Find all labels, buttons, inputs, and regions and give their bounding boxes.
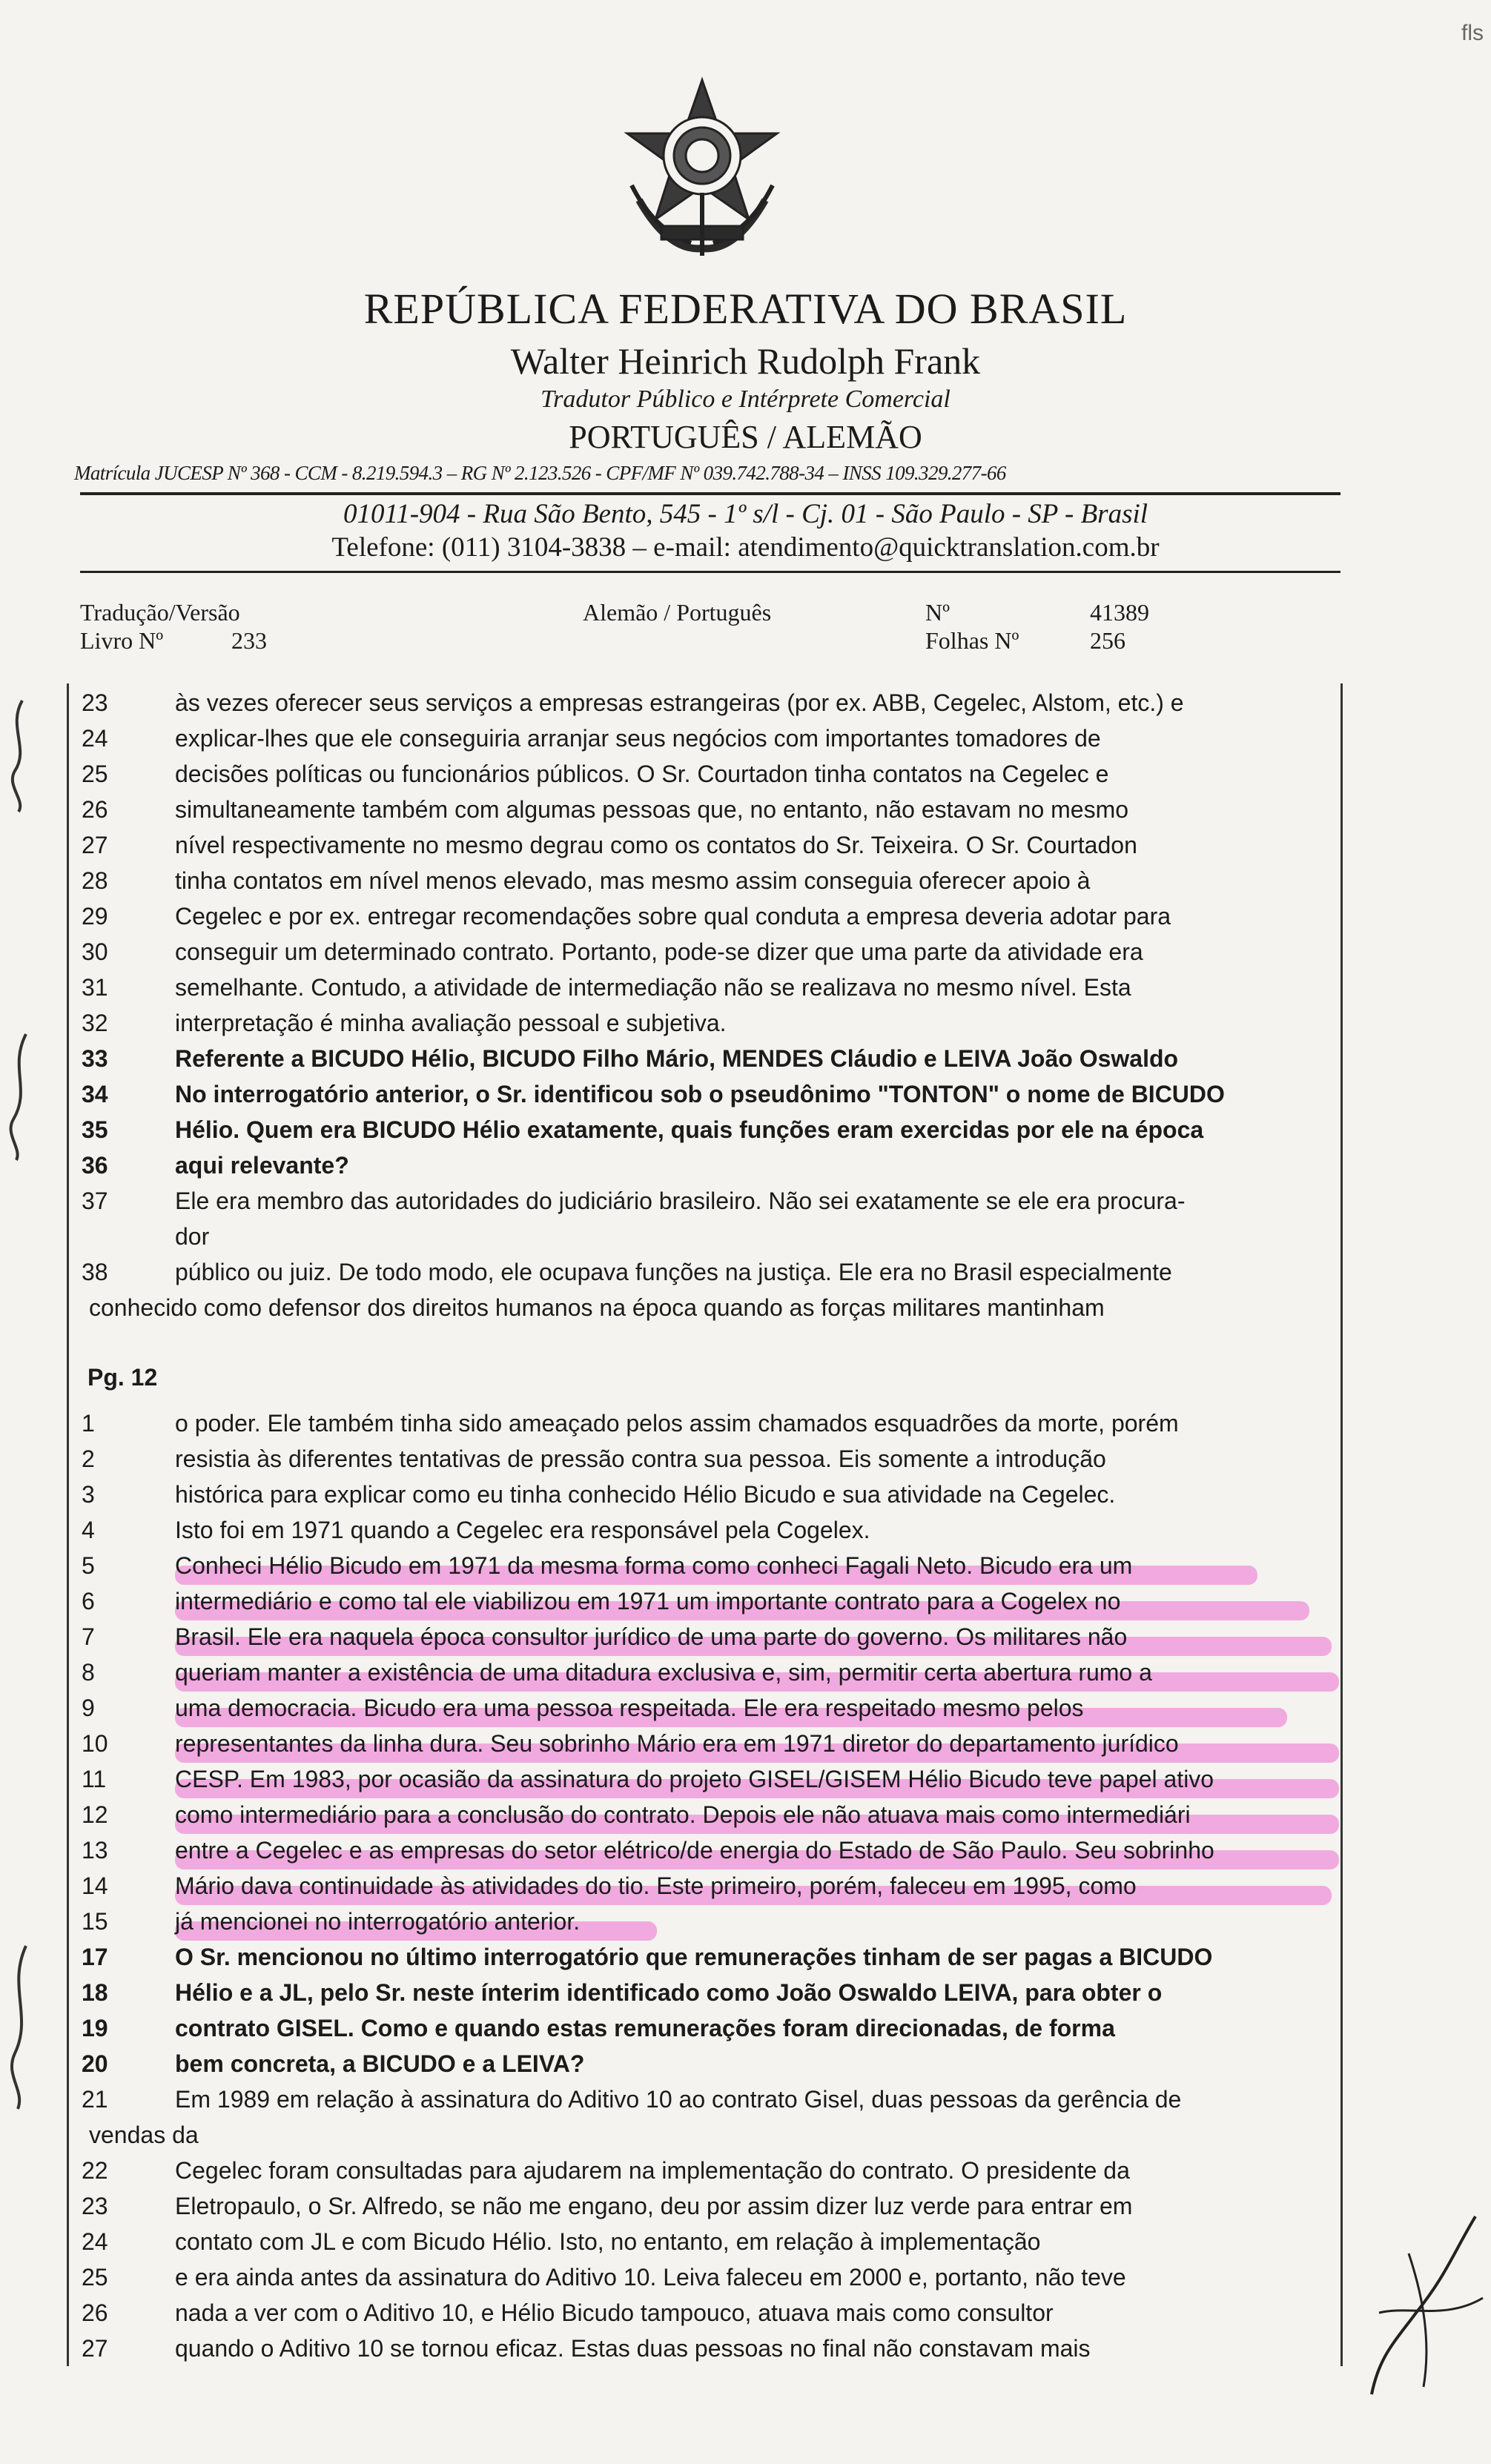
address-line: 01011-904 - Rua São Bento, 545 - 1º s/l - Cj. 01 - São Paulo - SP - Brasil — [343, 499, 1148, 529]
book-value: 233 — [231, 627, 267, 654]
number-value: 41389 — [1090, 599, 1149, 626]
translator-name: Walter Heinrich Rudolph Frank — [510, 340, 981, 382]
number-label: Nº — [925, 599, 951, 626]
registration-line: Matrícula JUCESP Nº 368 - CCM - 8.219.594.3 – RG Nº 2.123.526 - CPF/MF Nº 039.742.788-34 – INSS 109.329.277-66 — [74, 462, 1006, 484]
corner-mark: fls — [1461, 21, 1484, 45]
signature-mark-icon — [1364, 2209, 1491, 2402]
header-divider — [80, 492, 1340, 495]
republic-title: REPÚBLICA FEDERATIVA DO BRASIL — [363, 285, 1128, 333]
language-pair-header: PORTUGUÊS / ALEMÃO — [569, 419, 922, 455]
translator-role: Tradutor Público e Intérprete Comercial — [540, 385, 951, 413]
text-frame-right — [1340, 683, 1343, 2366]
header-divider-bottom — [80, 571, 1340, 573]
text-frame-left — [67, 683, 69, 2366]
margin-scribble-icon — [0, 697, 44, 815]
language-pair: Alemão / Português — [583, 599, 772, 626]
margin-scribble-icon — [0, 1030, 44, 1164]
translation-label: Tradução/Versão — [80, 599, 240, 626]
brazil-coat-of-arms-icon — [609, 74, 795, 259]
sheets-label: Folhas Nº — [925, 627, 1019, 654]
page-marker: Pg. 12 — [87, 1364, 158, 1391]
book-label: Livro Nº — [80, 627, 164, 654]
margin-scribble-icon — [0, 1942, 44, 2113]
contact-line: Telefone: (011) 3104-3838 – e-mail: atendimento@quicktranslation.com.br — [331, 532, 1160, 563]
document-page: fls REPÚBLICA FEDERATIVA DO BRASIL Walter Heinrich Rudolph Frank Tradutor Público e Intérprete Comercial PORTUGUÊS / ALEMÃO Matrícula JUCESP Nº 368 - CCM - 8.219.594.3 – RG Nº 2.123.526 - CPF/MF Nº 039.742.788-34 – INSS 109.329.277-66 01011-904 - Rua São Bento, 545 - 1º s/l - Cj. 01 - São Paulo - SP - Brasil Telefone: (011) 3104-3838 – e-mail: atendimento@quicktranslation.com.br Tradução/Versão Livro Nº 233 Alemão / Português Nº 41389 Folhas Nº 256 Pg. 12 23 às vezes oferecer seus serviços a empresas estrangeiras (por ex. ABB, Cegelec, Alstom, etc.) e 24 explicar-lhes que ele conseguiria arranjar seus negócios com importantes tomadores de 25 decisões políticas ou funcionários públicos. O Sr. Courtadon tinha contatos na Cegelec e 26 simultaneamente também com algumas pessoas que, no entanto, não estavam no mesmo 27 nível respectivamente no mesmo degrau como os contatos do Sr. Teixeira. O Sr. Courtadon 28 tinha contatos em nível menos elevado, mas mesmo assim conseguia oferecer apoio à 29 Cegelec e por ex. entregar recomendações sobre qual conduta a empresa deveria adotar para 30 conseguir um determinado contrato. Portanto, pode-se dizer que uma parte da atividade era 31 semelhante. Contudo, a atividade de intermediação não se realizava no mesmo nível. Esta 32 interpretação é minha avaliação pessoal e subjetiva. 33 Referente a BICUDO Hélio, BICUDO Filho Mário, MENDES Cláudio e LEIVA João Oswaldo 34 No interrogatório anterior, o Sr. identificou sob o pseudônimo "TONTON" o nome de BICUDO 35 Hélio. Quem era BICUDO Hélio exatamente, quais funções eram exercidas por ele na época 36 aqui relevante? 37 Ele era membro das autoridades do judiciário brasileiro. Não sei exatamente se ele era procura- dor 38 público ou juiz. De todo modo, ele ocupava funções na justiça. Ele era no Brasil especialmente conhecido como defensor dos direitos humanos na época quando as forças militares mantinham 1 o poder. Ele também tinha sido ameaçado pelos assim chamados esquadrões da morte, porém 2 resistia às diferentes tentativas de pressão contra sua pessoa. Eis somente a introdução 3 histórica para explicar como eu tinha conhecido Hélio Bicudo e sua atividade na Cegelec. 4 Isto foi em 1971 quando a Cegelec era responsável pela Cogelex. 5 Conheci Hélio Bicudo em 1971 da mesma forma como conheci Fagali Neto. Bicudo era um 6 intermediário e como tal ele viabilizou em 1971 um importante contrato para a Cogelex no 7 Brasil. Ele era naquela época consultor jurídico de uma parte do governo. Os militares não 8 queriam manter a existência de uma ditadura exclusiva e, sim, permitir certa abertura rumo a 9 uma democracia. Bicudo era uma pessoa respeitada. Ele era respeitado mesmo pelos 10 representantes da linha dura. Seu sobrinho Mário era em 1971 diretor do departamento jurídico 11 CESP. Em 1983, por ocasião da assinatura do projeto GISEL/GISEM Hélio Bicudo teve papel ativo 12 como intermediário para a conclusão do contrato. Depois ele não atuava mais como intermediári 13 entre a Cegelec e as empresas do setor elétrico/de energia do Estado de São Paulo. Seu sobrinho 14 Mário dava continuidade às atividades do tio. Este primeiro, porém, faleceu em 1995, como 15 já mencionei no interrogatório anterior. 17 O Sr. mencionou no último interrogatório que remunerações tinham de ser pagas a BICUDO 18 Hélio e a JL, pelo Sr. neste ínterim identificado como João Oswaldo LEIVA, para obter o 19 contrato GISEL. Como e quando estas remunerações foram direcionadas, de forma 20 bem concreta, a BICUDO e a LEIVA? 21 Em 1989 em relação à assinatura do Aditivo 10 ao contrato Gisel, duas pessoas da gerência de vendas da 22 Cegelec foram consultadas para ajudarem na implementação do contrato. O presidente da 23 Eletropaulo, o Sr. Alfredo, se não me engano, deu por assim dizer luz verde para entrar em 24 contato com JL e com Bicudo Hélio. Isto, no entanto, em relação à implementação 25 e era ainda antes da assinatura do Aditivo 10. Leiva faleceu em 2000 e, portanto, não teve 26 nada a ver com o Aditivo 10, e Hélio Bicudo tampouco, atuava mais como consultor 27 quando o Aditivo 10 se tornou eficaz. Estas duas pessoas no final não constavam mais — [0, 0, 1491, 2464]
sheets-value: 256 — [1090, 627, 1125, 654]
